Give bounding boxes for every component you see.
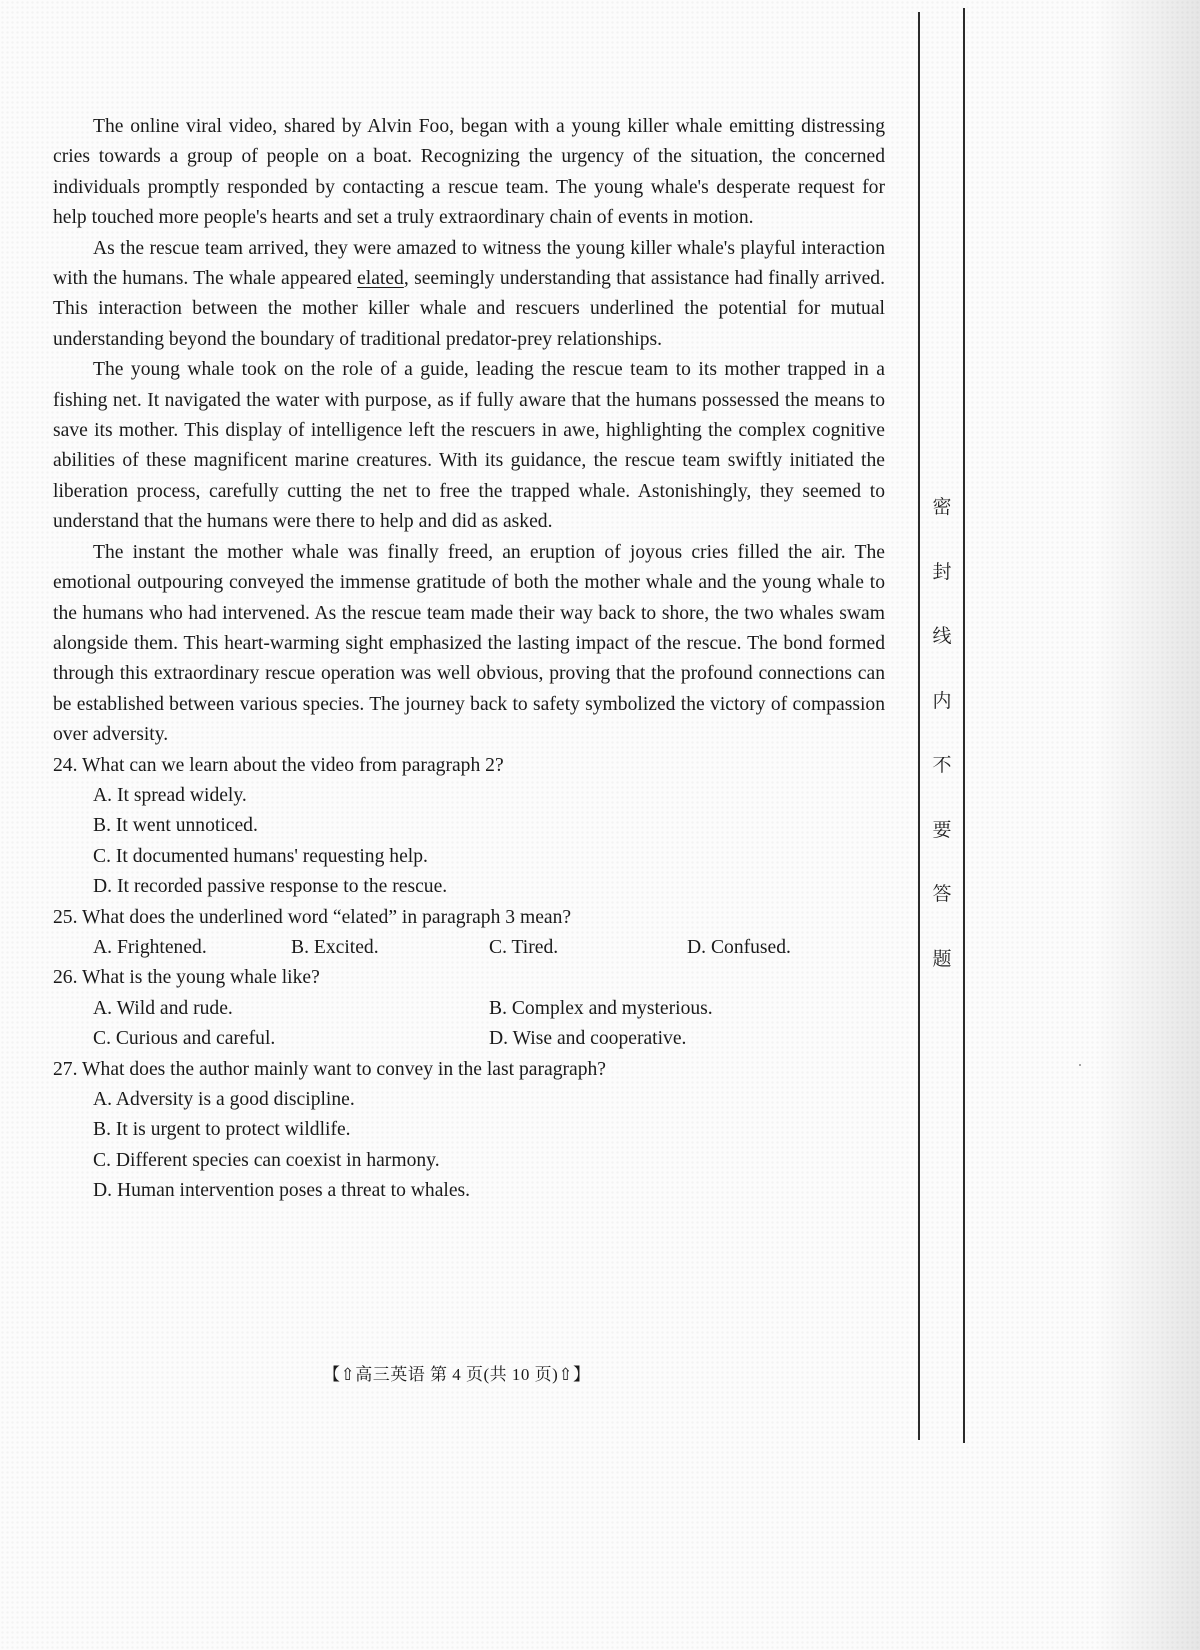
seal-char-4: 内 <box>932 690 952 712</box>
seal-char-5: 不 <box>932 754 952 776</box>
scan-shadow <box>1095 0 1200 1650</box>
question-25-options <box>53 933 885 963</box>
question-26-options-row-2 <box>53 1024 885 1054</box>
question-27-option-a[interactable]: A. Adversity is a good discipline. <box>93 1089 355 1110</box>
question-25-stem: 25. What does the underlined word “elated” in paragraph 3 mean? <box>53 906 572 928</box>
reading-passage-and-questions <box>53 112 885 1207</box>
question-27-option-b[interactable]: B. It is urgent to protect wildlife. <box>93 1119 351 1141</box>
paragraph-2-text-before: As the rescue team arrived, they were amazed to witness the young killer whale's playful interaction with the humans. The whale appeared <box>53 237 885 290</box>
seal-line-left <box>918 12 920 1440</box>
question-24-stem: 24. What can we learn about the video from paragraph 2? <box>53 754 504 776</box>
passage-paragraph-1: The online viral video, shared by Alvin Foo, began with a young killer whale emitting distressing cries towards a group of people on a boat. Recognizing the urgency of the situation, the concerned individuals promptly responded by contacting a rescue team. The young whale's desperate request for help touched more people's hearts and set a truly extraordinary chain of events in motion. <box>53 116 885 229</box>
question-27-option-d[interactable]: D. Human intervention poses a threat to whales. <box>93 1180 471 1202</box>
scan-speck <box>1079 1064 1081 1066</box>
question-26-option-a[interactable]: A. Wild and rude. <box>93 997 233 1019</box>
question-24-option-d[interactable]: D. It recorded passive response to the rescue. <box>93 876 448 898</box>
question-24-option-b[interactable]: B. It went unnoticed. <box>93 815 258 837</box>
question-25-option-d[interactable]: D. Confused. <box>687 936 791 958</box>
seal-char-7: 答 <box>932 883 952 905</box>
underlined-word-elated: elated <box>357 268 404 290</box>
paragraph-2-text-after: , seemingly understanding that assistance had finally arrived. This interaction between the mother killer whale and rescuers underlined the potential for mutual understanding beyond the boundary of traditional predator-prey relationships. <box>53 268 886 350</box>
seal-line-right <box>963 8 965 1443</box>
passage-paragraph-4: The instant the mother whale was finally freed, an eruption of joyous cries filled the air. The emotional outpouring conveyed the immense gratitude of both the mother whale and the young whale to the humans who had intervened. As the rescue team made their way back to shore, the two whales swam alongside them. This heart-warming sight emphasized the lasting impact of the rescue. The bond formed through this extraordinary rescue operation was well obvious, proving that the profound connections can be established between various species. The journey back to safety symbolized the victory of compassion over adversity. <box>53 541 885 746</box>
passage-paragraph-2 <box>53 234 885 356</box>
question-27-option-c[interactable]: C. Different species can coexist in harmony. <box>93 1149 440 1171</box>
seal-char-1: 密 <box>932 496 952 518</box>
question-26-option-d[interactable]: D. Wise and cooperative. <box>489 1028 687 1050</box>
question-26-options-row-1 <box>53 994 885 1024</box>
question-24-option-a[interactable]: A. It spread widely. <box>93 784 247 806</box>
seal-char-8: 题 <box>932 948 952 970</box>
seal-char-2: 封 <box>932 561 952 583</box>
passage-paragraph-3: The young whale took on the role of a guide, leading the rescue team to its mother trapped in a fishing net. It navigated the water with purpose, as if fully aware that the humans possessed the means to save its mother. This display of intelligence left the rescuers in awe, highlighting the complex cognitive abilities of these magnificent marine creatures. With its guidance, the rescue team swiftly initiated the liberation process, carefully cutting the net to free the trapped whale. Astonishingly, they seemed to understand that the humans were there to help and did as asked. <box>53 359 885 533</box>
question-26-option-c[interactable]: C. Curious and careful. <box>93 1028 276 1050</box>
question-27-stem: 27. What does the author mainly want to convey in the last paragraph? <box>53 1058 606 1080</box>
question-25-option-c[interactable]: C. Tired. <box>489 936 559 958</box>
seal-char-6: 要 <box>932 819 952 841</box>
page-footer: 【⇧高三英语 第 4 页(共 10 页)⇧】 <box>323 1365 591 1384</box>
question-26-option-b[interactable]: B. Complex and mysterious. <box>489 997 713 1019</box>
question-25-option-b[interactable]: B. Excited. <box>291 936 379 958</box>
question-25-option-a[interactable]: A. Frightened. <box>93 936 207 958</box>
question-26-stem: 26. What is the young whale like? <box>53 967 320 989</box>
seal-char-3: 线 <box>932 625 952 647</box>
question-24-option-c[interactable]: C. It documented humans' requesting help. <box>93 845 428 867</box>
